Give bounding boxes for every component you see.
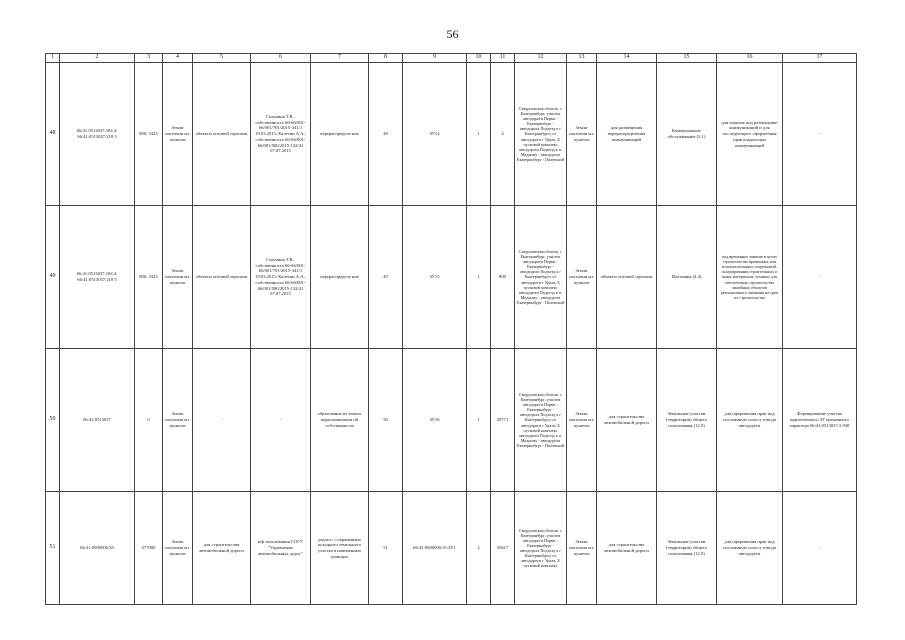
column-number: 1: [46, 54, 60, 63]
permitted-use: объекты оптовой торговли: [193, 206, 251, 349]
rights-holder: в/ф пользования СОГУ "Управление автомобильных дорог": [251, 492, 311, 605]
table-row: [46, 206, 857, 349]
column-number: 4: [163, 54, 193, 63]
land-category: Земли населенн ых пунктов: [163, 63, 193, 206]
formation-purpose: под временное занятие в целях строительства временных или вспомогательных сооружений, складирования строительных и иных материалов, техники для обеспечения строительства линейных объектов регионального значения на срок их строительства: [717, 206, 783, 349]
row-number: 49: [46, 206, 60, 349]
formation-purpose: для изъятия под размещение коммуникаций и для последующего оформления прав владельцам коммуникаций: [717, 63, 783, 206]
note-cell: -: [783, 492, 857, 605]
plot-category: Земли населенн ых пунктов: [567, 349, 597, 492]
column-number: 6: [251, 54, 311, 63]
column-number: 14: [597, 54, 657, 63]
plot-number: 49: [369, 206, 403, 349]
row-number: 48: [46, 63, 60, 206]
formation-method: перераспределе ние: [311, 63, 369, 206]
plot-designation: ЗУ15: [403, 206, 467, 349]
column-number: 7: [311, 54, 369, 63]
column-number: 12: [515, 54, 567, 63]
plot-area: 800: [491, 206, 515, 349]
plot-address: Свердловская область, г Екатеринбург, участок автодороги Пермь - Екатеринбург - автодорога Подъезд к г Екатеринбургу от автодороги г Урала, Б пусковой комплекс автодороги Подъезд к п. Медному - автодорога Екатеринбург - Полевской: [515, 206, 567, 349]
permitted-use: объекты оптовой торговли: [193, 63, 251, 206]
table-row: [46, 349, 857, 492]
use-type: Магазины (4.4): [657, 206, 717, 349]
rights-holder: Галунина Т.В., собственность 66-66/001-66/001/701/2015-341/1 19.03.2015; Калетин А.А., собственность 66-66/001-66/001/580/2015-132/41 07.07.2015: [251, 206, 311, 349]
formation-method: перераспределе ние: [311, 206, 369, 349]
column-number: 2: [60, 54, 135, 63]
rights-holder: Галунина Т.В., собственность 66-66/001-66/001/701/2015-341/1 19.03.2015; Калетин А.А., собственность 66-66/001-66/001/580/2015-132/41 07.07.2015: [251, 63, 311, 206]
permitted-use: для строительства автомобильной дороги: [193, 492, 251, 605]
table-row: [46, 63, 857, 206]
contour-count: 1: [467, 63, 491, 206]
cadastral-number: 66:41:0000000:35: [60, 492, 135, 605]
plot-designation: ЗУ16: [403, 349, 467, 492]
land-plots-table: [45, 53, 857, 605]
column-number: 9: [403, 54, 467, 63]
area-cell: 800; 3325: [135, 63, 163, 206]
permitted-use: -: [193, 349, 251, 492]
rights-holder: -: [251, 349, 311, 492]
plot-category: Земли населенн ых пунктов: [567, 492, 597, 605]
plot-designation: 66:41:0000000:35:ЗУ1: [403, 492, 467, 605]
column-number: 10: [467, 54, 491, 63]
formation-purpose: для оформления прав под постоянную полосу отвода автодороги: [717, 492, 783, 605]
contour-count: 2: [467, 492, 491, 605]
plot-category: Земли населенн ых пунктов: [567, 206, 597, 349]
cadastral-number: 66:41:0513037:184 4; 66:41:0513037:218 5: [60, 206, 135, 349]
plot-purpose: объекты оптовой торговли: [597, 206, 657, 349]
column-number: 17: [783, 54, 857, 63]
cadastral-number: 66:41:0513037: [60, 349, 135, 492]
cadastral-number: 66:41:0513037:184 4; 66:41:0513037:218 5: [60, 63, 135, 206]
area-cell: 277000: [135, 492, 163, 605]
plot-purpose: для размещения перераспределения коммуникаций: [597, 63, 657, 206]
contour-count: 1: [467, 349, 491, 492]
land-category: Земли населенн ых пунктов: [163, 349, 193, 492]
note-cell: -: [783, 63, 857, 206]
column-number: 15: [657, 54, 717, 63]
land-category: Земли населенн ых пунктов: [163, 206, 193, 349]
formation-purpose: для оформления прав под постоянную полосу отвода автодороги: [717, 349, 783, 492]
plot-purpose: для строительства автомобильной дороги: [597, 349, 657, 492]
use-type: Земельные участки (территории) общего пользования (12.0): [657, 492, 717, 605]
plot-number: 48: [369, 63, 403, 206]
plot-address: Свердловская область, г Екатеринбург, участок автодороги Пермь - Екатеринбург - автодорога Подъезд к г Екатеринбургу от автодороги г Урала, Б пусковой комплекс автодороги Подъезд к п. Медному - автодорога Екатеринбург - Полевской: [515, 63, 567, 206]
plot-number: 50: [369, 349, 403, 492]
use-type: Коммунальное обслуживание (3.1): [657, 63, 717, 206]
column-number: 13: [567, 54, 597, 63]
column-number: 5: [193, 54, 251, 63]
header-row: [46, 54, 857, 63]
area-cell: 0: [135, 349, 163, 492]
formation-method: образование из земель неразграниченн ой собственности: [311, 349, 369, 492]
table-row: [46, 492, 857, 605]
note-cell: -: [783, 206, 857, 349]
plot-address: Свердловская область, г Екатеринбург, участок автодороги Пермь - Екатеринбург - автодорога Подъезд к г Екатеринбургу от автодороги г Урала, Б пусковой комплекс: [515, 492, 567, 605]
plot-number: 51: [369, 492, 403, 605]
note-cell: Формирование участка прилегающего ЗУ временного характера 66:41:0513037:3 938: [783, 349, 857, 492]
plot-area: 55617: [491, 492, 515, 605]
plot-address: Свердловская область, г Екатеринбург, участок автодороги Пермь - Екатеринбург - автодорога Подъезд к г Екатеринбургу от автодороги г Урала, Б пусковой комплекс автодороги Подъезд к п. Медному - автодорога Екатеринбург - Полевской: [515, 349, 567, 492]
column-number: 16: [717, 54, 783, 63]
plot-purpose: для строительства автомобильной дороги: [597, 492, 657, 605]
use-type: Земельные участки (территории) общего пользования (12.0): [657, 349, 717, 492]
page-number: 56: [446, 27, 459, 41]
plot-designation: ЗУ14: [403, 63, 467, 206]
plot-area: 4: [491, 63, 515, 206]
plot-category: Земли населенн ых пунктов: [567, 63, 597, 206]
row-number: 51: [46, 492, 60, 605]
formation-method: раздел с сохранением исходного земельного участка в измененных границах: [311, 492, 369, 605]
plot-area: 29771: [491, 349, 515, 492]
land-category: Земли населенн ых пунктов: [163, 492, 193, 605]
column-number: 8: [369, 54, 403, 63]
area-cell: 800; 3325: [135, 206, 163, 349]
row-number: 50: [46, 349, 60, 492]
column-number: 11: [491, 54, 515, 63]
contour-count: 1: [467, 206, 491, 349]
column-number: 3: [135, 54, 163, 63]
